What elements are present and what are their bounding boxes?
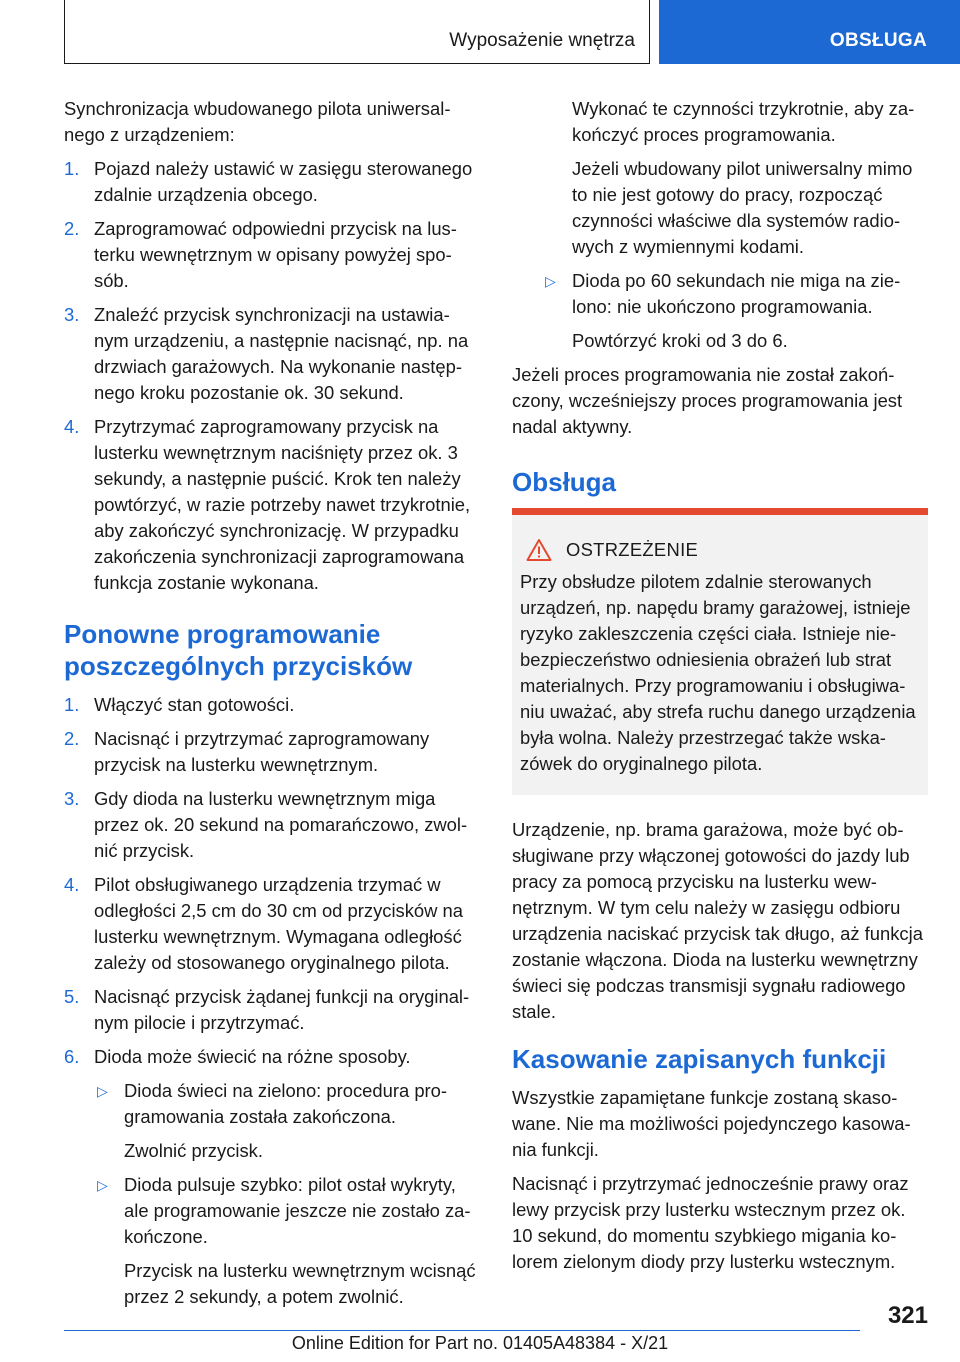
sub-item (94, 1172, 478, 1250)
step-text: Gdy dioda na lusterku wewnętrznym miga przez ok. 20 sekund na pomarańczowo, zwolnić przycisk. (94, 788, 468, 861)
paragraph: Nacisnąć i przytrzymać jednocześnie prawy oraz lewy przycisk przy lusterku wstecznym przez ok. 10 sekund, do momentu szybkiego migania kolorem zielonym diody przy lusterku wstecznym. (512, 1173, 909, 1272)
header-section-box (64, 0, 650, 64)
list-item (64, 692, 478, 718)
intro-text: Synchronizacja wbudowanego pilota uniwersalnego z urządzeniem: (64, 98, 451, 145)
section-heading: Obsługa (512, 467, 617, 497)
step-number: 3. (64, 304, 80, 325)
note-text: Przycisk na lusterku wewnętrznym wcisnąć przez 2 sekundy, a potem zwolnić. (124, 1260, 476, 1307)
sub-item-note (542, 328, 928, 354)
continued-text: Jeżeli wbudowany pilot uniwersalny mimo to nie jest gotowy do pracy, rozpocząć czynności właściwe dla systemów radiowych z wymiennymi kodami. (572, 158, 913, 257)
sub-item-text: Dioda świeci na zielono: procedura programowania została zakończona. (124, 1080, 448, 1127)
note-text: Powtórzyć kroki od 3 do 6. (572, 330, 788, 351)
right-column (512, 96, 928, 1283)
sync-steps-list (64, 156, 478, 596)
step-number: 1. (64, 694, 80, 715)
footer-edition (0, 1333, 960, 1354)
sub-item-text: Dioda pulsuje szybko: pilot ostał wykryty, ale programowanie jeszcze nie zostało zakończone. (124, 1174, 471, 1247)
step-number: 1. (64, 158, 80, 179)
section-heading: Kasowanie zapisanych funkcji (512, 1044, 887, 1074)
list-item (64, 786, 478, 864)
triangle-bullet-icon: ▷ (545, 273, 556, 289)
list-item (64, 156, 478, 208)
warning-header (520, 537, 920, 563)
step-number: 4. (64, 416, 80, 437)
list-item (64, 216, 478, 294)
warning-title: OSTRZEŻENIE (566, 539, 699, 560)
step-number: 2. (64, 728, 80, 749)
chapter-tab-label: OBSŁUGA (829, 30, 927, 51)
edition-text: Online Edition for Part no. 01405A48384 - X/21 (291, 1333, 669, 1353)
list-item (64, 984, 478, 1036)
list-item (64, 414, 478, 596)
sub-item (94, 1078, 478, 1130)
paragraph: Jeżeli proces programowania nie został zakończony, wcześniejszy proces programowania jest nadal aktywny. (512, 364, 903, 437)
warning-box (512, 508, 928, 795)
sub-item-note (94, 1138, 478, 1164)
warning-triangle-icon (526, 538, 552, 562)
step-number: 6. (64, 1046, 80, 1067)
list-item (64, 872, 478, 976)
step-text: Zaprogramować odpowiedni przycisk na lusterku wewnętrznym w opisany powyżej sposób. (94, 218, 457, 291)
step-text: Pojazd należy ustawić w zasięgu sterowanego zdalnie urządzenia obcego. (94, 158, 473, 205)
step-text: Pilot obsługiwanego urządzenia trzymać w odległości 2,5 cm do 30 cm od przycisków na lusterku wewnętrznym. Wymagana odległość zależy od stosowanego oryginalnego pilota. (94, 874, 464, 973)
step-text: Nacisnąć przycisk żądanej funkcji na oryginalnym pilocie i przytrzymać. (94, 986, 470, 1033)
step-number: 5. (64, 986, 80, 1007)
warning-text: Przy obsłudze pilotem zdalnie sterowanych urządzeń, np. napędu bramy garażowej, istnieje ryzyko zakleszczenia części ciała. Istnieje niebezpieczeństwo odniesienia obrażeń lub strat materialnych. Przy programowaniu i obsługiwaniu uważać, aby strefa ruchu danego urządzenia była wolna. Należy przestrzegać także wskazówek do oryginalnego pilota. (520, 571, 916, 774)
step-text: Nacisnąć i przytrzymać zaprogramowany przycisk na lusterku wewnętrznym. (94, 728, 430, 775)
section-title: Wyposażenie wnętrza (449, 30, 635, 51)
step-number: 2. (64, 218, 80, 239)
list-item (64, 1044, 478, 1310)
paragraph: Wszystkie zapamiętane funkcje zostaną skasowane. Nie ma możliwości pojedynczego kasowania funkcji. (512, 1087, 911, 1160)
triangle-bullet-icon: ▷ (97, 1083, 108, 1099)
step-text: Przytrzymać zaprogramowany przycisk na lusterku wewnętrznym naciśnięty przez ok. 3 sekundy, a następnie puścić. Krok ten należy powtórzyć, w razie potrzeby nawet trzykrotnie, aby zakończyć synchronizację. W przypadku zakończenia synchronizacji zaprogramowana funkcja zostanie wykonana. (94, 416, 471, 593)
paragraph: Urządzenie, np. brama garażowa, może być obsługiwane przy włączonej gotowości do jazdy lub pracy za pomocą przycisku na lusterku wewnętrznym. W tym celu należy w zasięgu odbioru urządzenia naciskać przycisk tak długo, aż funkcja zostanie włączona. Dioda na lusterku wewnętrzny świeci się podczas transmisji sygnału radiowego stale. (512, 819, 923, 1022)
step-text: Włączyć stan gotowości. (94, 694, 295, 715)
note-text: Zwolnić przycisk. (124, 1140, 263, 1161)
section-heading: Ponowne programowanie poszczególnych przycisków (64, 619, 413, 681)
footer-divider (64, 1330, 860, 1331)
step-number: 4. (64, 874, 80, 895)
continued-text: Wykonać te czynności trzykrotnie, aby zakończyć proces programowania. (572, 98, 915, 145)
sub-item (542, 268, 928, 320)
chapter-tab[interactable] (659, 0, 960, 64)
triangle-bullet-icon: ▷ (97, 1177, 108, 1193)
list-item (64, 302, 478, 406)
page-number: 321 (887, 1302, 928, 1329)
sub-item-note (94, 1258, 478, 1310)
step-number: 3. (64, 788, 80, 809)
step-text: Dioda może świecić na różne sposoby. (94, 1046, 411, 1067)
sub-item-text: Dioda po 60 sekundach nie miga na zielono: nie ukończono programowania. (572, 270, 901, 317)
left-column (64, 96, 478, 1318)
list-item (64, 726, 478, 778)
step-text: Znaleźć przycisk synchronizacji na ustawianym urządzeniu, a następnie nacisnąć, np. na drzwiach garażowych. Na wykonanie następnego kroku pozostanie ok. 30 sekund. (94, 304, 469, 403)
reprogram-steps-list (64, 692, 478, 1310)
